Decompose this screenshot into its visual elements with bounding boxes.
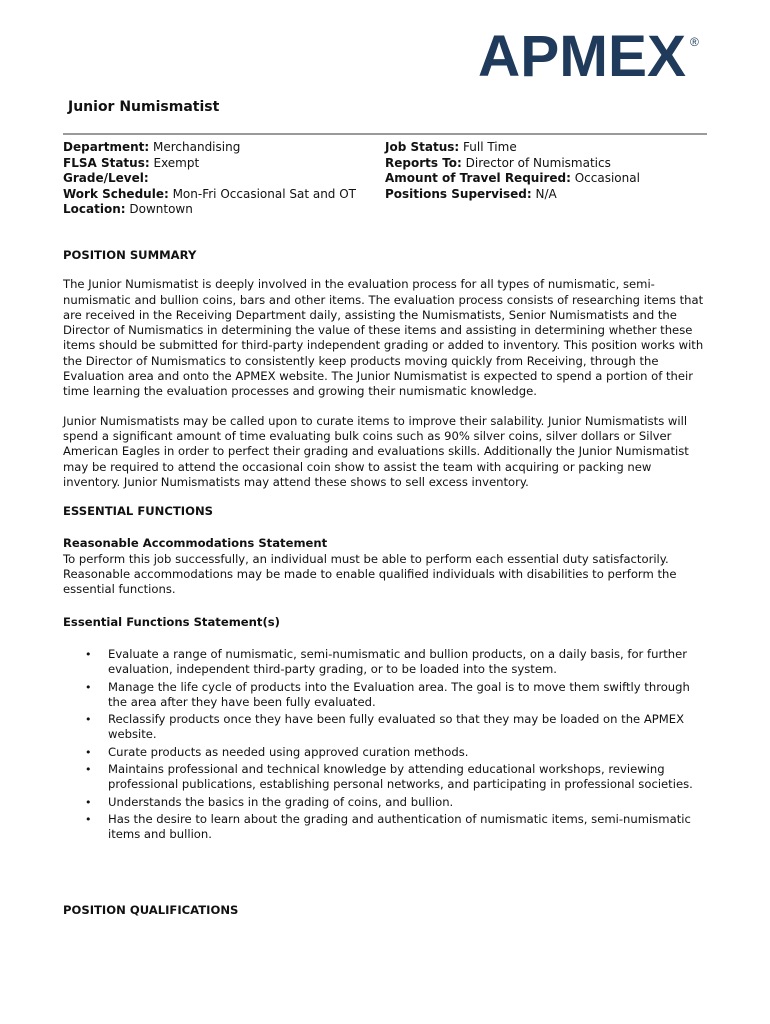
- bullet-icon: •: [85, 680, 92, 694]
- meta-department: Department: Merchandising: [63, 140, 241, 154]
- meta-location: Location: Downtown: [63, 202, 193, 216]
- list-item: • Understands the basics in the grading of coins, and bullion.: [85, 794, 454, 809]
- meta-positions-supervised: Positions Supervised: N/A: [385, 186, 557, 201]
- list-item: • Curate products as needed using approved curation methods.: [85, 744, 469, 759]
- job-meta-right: [385, 140, 705, 202]
- summary-paragraph: The Junior Numismatist is deeply involved in the evaluation process for all types of numismatic, semi-numismatic and bullion coins, bars and other items. The evaluation process consists of researching items that are received in the Receiving Department daily, assisting the Numismatists, Senior Numismatists and the Director of Numismatics in determining the value of these items and assisting in determining whether these items should be submitted for third-party independent grading or added to inventory. This position works with the Director of Numismatics to consistently keep products moving quickly from Receiving, through the Evaluation area and onto the APMEX website. The Junior Numismatist is expected to spend a portion of their time learning the evaluation processes and growing their numismatic knowledge.: [63, 277, 704, 399]
- apmex-logo: [478, 28, 708, 84]
- title-divider: [63, 133, 707, 135]
- bullet-icon: •: [85, 795, 92, 809]
- accommodations-text: To perform this job successfully, an individual must be able to perform each essential duty satisfactorily. Reasonable accommodations may be made to enable qualified individuals with disabilities to perform the essential functions.: [63, 551, 677, 597]
- bullet-icon: •: [85, 763, 92, 777]
- essential-functions-heading: ESSENTIAL FUNCTIONS: [63, 504, 214, 519]
- meta-work-schedule: Work Schedule: Mon-Fri Occasional Sat and OT: [63, 186, 357, 201]
- list-item: • Maintains professional and technical knowledge by attending educational workshops, reviewing professional publications, establishing personal networks, and participating in professional societies.: [85, 762, 693, 792]
- bullet-icon: •: [85, 745, 92, 759]
- position-summary-heading: POSITION SUMMARY: [63, 248, 197, 262]
- document-body: [63, 248, 708, 845]
- summary-paragraph: Junior Numismatists may be called upon to curate items to improve their salability. Junior Numismatists will spend a significant amount of time evaluating bulk coins such as 90% silver coins, silver dollars or Silver American Eagles in order to perfect their grading and evaluations skills. Additionally the Junior Numismatist may be required to attend the occasional coin show to assist the team with acquiring or packing new inventory. Junior Numismatists may attend these shows to sell excess inventory.: [63, 413, 689, 489]
- list-item: • Manage the life cycle of products into the Evaluation area. The goal is to move them swiftly through the area after they have been fully evaluated.: [85, 679, 690, 709]
- list-item: • Has the desire to learn about the grading and authentication of numismatic items, semi-numismatic items and bullion.: [85, 811, 691, 842]
- logo-wordmark: APMEX: [478, 28, 687, 84]
- registered-mark: ®: [690, 35, 699, 49]
- essential-functions-list: [63, 647, 708, 843]
- meta-grade-level: Grade/Level:: [63, 171, 149, 185]
- bullet-icon: •: [85, 812, 92, 826]
- meta-job-status: Job Status: Full Time: [385, 140, 517, 154]
- bullet-icon: •: [85, 647, 92, 661]
- job-title: Junior Numismatist: [68, 99, 220, 115]
- meta-travel-required: Amount of Travel Required: Occasional: [385, 171, 640, 185]
- position-qualifications-heading: POSITION QUALIFICATIONS: [63, 903, 239, 917]
- job-meta-left: [63, 140, 373, 218]
- bullet-icon: •: [85, 713, 92, 727]
- functions-statements-heading: Essential Functions Statement(s): [63, 614, 280, 629]
- meta-reports-to: Reports To: Director of Numismatics: [385, 155, 611, 170]
- list-item: • Evaluate a range of numismatic, semi-numismatic and bullion products, on a daily basis, for further evaluation, independent third-party grading, or to be loaded into the system.: [85, 646, 688, 677]
- list-item: • Reclassify products once they have been fully evaluated so that they may be loaded on the APMEX website.: [85, 712, 685, 742]
- accommodations-heading: Reasonable Accommodations Statement: [63, 536, 328, 551]
- meta-flsa-status: FLSA Status: Exempt: [63, 155, 200, 170]
